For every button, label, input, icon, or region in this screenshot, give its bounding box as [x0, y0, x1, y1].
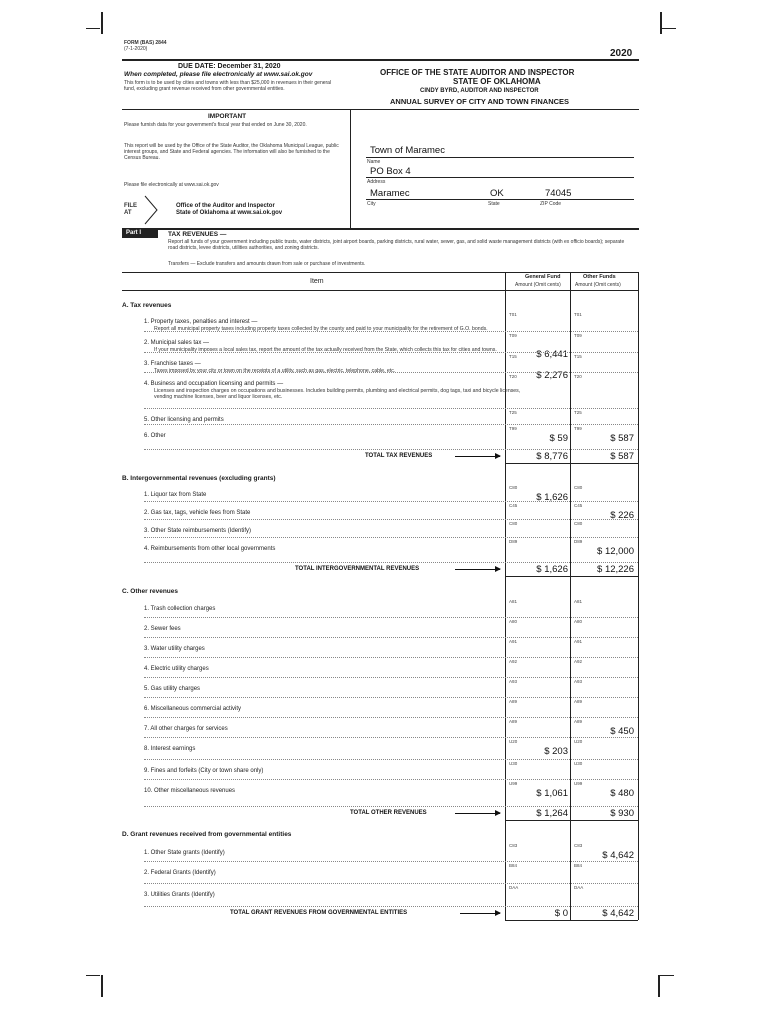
field-code-other: A89 [574, 719, 583, 724]
crop-mark-top-right-h [662, 28, 676, 29]
crop-mark-top-left-h [86, 28, 100, 29]
section-title: B. Intergovernmental revenues (excluding grants) [122, 475, 276, 482]
other-funds-value[interactable]: $ 450 [610, 726, 634, 737]
row-label: 1. Property taxes, penalties and interest — [144, 319, 258, 325]
survey-title: ANNUAL SURVEY OF CITY AND TOWN FINANCES [390, 97, 570, 106]
field-code-other: DAA [574, 885, 584, 890]
file-at-label: FILE AT [124, 203, 137, 216]
row-label: 3. Water utility charges [144, 646, 205, 652]
row-separator [144, 657, 638, 658]
general-fund-value[interactable]: $ 2,276 [536, 370, 568, 381]
entity-state-label: State [488, 201, 500, 207]
field-code-general: C80 [509, 521, 518, 526]
entity-zip[interactable]: 74045 [545, 188, 572, 199]
file-note: Please file electronically at www.sai.ok.gov [124, 182, 219, 188]
row-label: 2. Sewer fees [144, 626, 181, 632]
row-separator [144, 617, 638, 618]
field-code-general: D89 [509, 539, 518, 544]
row-label: 6. Other [144, 433, 166, 439]
row-label: 3. Other State reimbursements (Identify) [144, 528, 252, 534]
row-label: 5. Other licensing and permits [144, 417, 224, 423]
other-funds-value[interactable]: $ 226 [610, 510, 634, 521]
field-code-general: A93 [509, 679, 518, 684]
field-code-other: A81 [574, 599, 583, 604]
field-code-other: C80 [574, 485, 583, 490]
row-label: 3. Utilities Grants (Identify) [144, 892, 215, 898]
row-label: 5. Gas utility charges [144, 686, 201, 692]
col-header-bottom [122, 290, 639, 291]
total-arrow [455, 456, 500, 457]
general-fund-value[interactable]: $ 6,441 [536, 349, 568, 360]
row-separator [144, 677, 638, 678]
col-divider-3 [638, 272, 639, 920]
total-arrow [460, 913, 500, 914]
row-separator [144, 779, 638, 780]
total-general-value[interactable]: $ 1,264 [536, 808, 568, 819]
row-separator [144, 408, 638, 409]
total-general-value[interactable]: $ 0 [554, 908, 568, 919]
field-code-other: D89 [574, 539, 583, 544]
field-code-other: U20 [574, 739, 583, 744]
col-general-sub: Amount (Omit cents) [515, 282, 561, 288]
form-year: 2020 [610, 48, 633, 59]
total-rule [505, 463, 638, 464]
row-desc: Taxes imposed by your city or town on the receipts of a utility, such as gas, electric, telephone, cable, etc. [154, 368, 396, 374]
section-title: C. Other revenues [122, 588, 178, 595]
field-code-general: T99 [509, 426, 517, 431]
row-label: 4. Reimbursements from other local governments [144, 546, 276, 552]
field-code-general: A92 [509, 659, 518, 664]
general-fund-value[interactable]: $ 1,061 [536, 788, 568, 799]
row-separator [144, 861, 638, 862]
col-header-top [122, 272, 639, 273]
part1-label-text: Part I [126, 230, 142, 236]
row-separator [144, 331, 638, 332]
entity-city[interactable]: Maramec [370, 188, 410, 199]
row-separator [144, 372, 638, 373]
general-fund-value[interactable]: $ 1,626 [536, 492, 568, 503]
field-code-other: C83 [574, 843, 583, 848]
field-code-other: T99 [574, 426, 582, 431]
field-code-other: T25 [574, 410, 582, 415]
row-label: 6. Miscellaneous commercial activity [144, 706, 242, 712]
total-label: TOTAL TAX REVENUES [365, 453, 433, 459]
field-code-other: B84 [574, 863, 583, 868]
entity-name[interactable]: Town of Maramec [370, 145, 445, 156]
row-label: 1. Liquor tax from State [144, 492, 207, 498]
field-code-general: C83 [509, 843, 518, 848]
total-rule [505, 920, 638, 921]
field-code-other: A92 [574, 659, 583, 664]
field-code-general: T15 [509, 354, 517, 359]
row-separator [144, 717, 638, 718]
part1-top-rule [122, 228, 639, 230]
field-code-other: U30 [574, 761, 583, 766]
entity-box-divider [350, 110, 351, 228]
header-rule-2 [122, 109, 639, 110]
total-other-value[interactable]: $ 587 [610, 451, 634, 462]
crop-mark-bottom-right [658, 975, 660, 997]
row-label: 2. Gas tax, tags, vehicle fees from State [144, 510, 251, 516]
auditor-name: CINDY BYRD, AUDITOR AND INSPECTOR [420, 88, 539, 94]
row-label: 1. Other State grants (Identify) [144, 850, 225, 856]
file-at-bracket [143, 195, 163, 225]
field-code-general: A91 [509, 639, 518, 644]
row-separator [144, 537, 638, 538]
field-code-general: U30 [509, 761, 518, 766]
total-other-value[interactable]: $ 4,642 [602, 908, 634, 919]
row-label: 2. Federal Grants (Identify) [144, 870, 216, 876]
section-title: A. Tax revenues [122, 302, 172, 309]
row-separator [144, 906, 638, 907]
total-label: TOTAL GRANT REVENUES FROM GOVERNMENTAL ENTITIES [230, 910, 408, 916]
field-code-general: C80 [509, 485, 518, 490]
field-code-other: T20 [574, 374, 582, 379]
total-general-value[interactable]: $ 1,626 [536, 564, 568, 575]
row-separator [144, 519, 638, 520]
other-funds-value[interactable]: $ 12,000 [597, 546, 634, 557]
total-arrow [455, 569, 500, 570]
when-completed: When completed, please file electronically at www.sai.ok.gov [124, 71, 313, 78]
row-label: 4. Business and occupation licensing and permits — [144, 381, 284, 387]
important-label: IMPORTANT [208, 113, 247, 120]
row-label: 3. Franchise taxes — [144, 361, 201, 367]
row-separator [144, 637, 638, 638]
field-code-general: U99 [509, 781, 518, 786]
row-desc: Report all municipal property taxes including property taxes collected by the county and paid to your municipality for the retirement of G.O. bonds. [154, 326, 488, 332]
fiscal-note: Please furnish data for your government's fiscal year that ended on June 30, 2020. [124, 122, 307, 128]
field-code-general: T20 [509, 374, 517, 379]
field-code-general: DAA [509, 885, 519, 890]
field-code-general: B84 [509, 863, 518, 868]
header-rule [122, 59, 639, 61]
field-code-general: A89 [509, 719, 518, 724]
form-id: FORM (BAS) 2844 [124, 40, 167, 46]
field-code-other: U99 [574, 781, 583, 786]
row-separator [144, 352, 638, 353]
field-code-other: C80 [574, 521, 583, 526]
usage-note: This form is to be used by cities and towns with less than $25,000 in revenues in their general fund, excluding grant revenue received from other governmental entities. [124, 80, 332, 92]
crop-mark-bottom-left-h [86, 975, 100, 976]
row-label: 9. Fines and forfeits (City or town share only) [144, 768, 264, 774]
row-label: 1. Trash collection charges [144, 606, 216, 612]
field-code-other: A89 [574, 699, 583, 704]
other-funds-value[interactable]: $ 4,642 [602, 850, 634, 861]
col-general-header: General Fund [525, 274, 561, 280]
row-separator [144, 883, 638, 884]
due-date: DUE DATE: December 31, 2020 [178, 63, 281, 70]
part1-desc: Report all funds of your government including public trusts, water districts, joint airport boards, parking districts, rural water, sewer, gas, and solid waste management districts (with ex officio boards); separate road districts, levee districts, utilities authorities, and zoning districts. [168, 239, 625, 251]
entity-city-label: City [367, 201, 376, 207]
state-title: STATE OF OKLAHOMA [453, 77, 541, 86]
entity-address[interactable]: PO Box 4 [370, 166, 411, 177]
file-at-office: Office of the Auditor and Inspector [176, 203, 275, 209]
field-code-other: T15 [574, 354, 582, 359]
field-code-other: T01 [574, 312, 582, 317]
field-code-general: T01 [509, 312, 517, 317]
other-funds-value[interactable]: $ 480 [610, 788, 634, 799]
entity-name-label: Name [367, 159, 381, 165]
col-item-header: Item [310, 278, 324, 285]
field-code-general: A89 [509, 699, 518, 704]
field-code-general: C45 [509, 503, 518, 508]
total-rule [505, 576, 638, 577]
row-label: 7. All other charges for services [144, 726, 228, 732]
total-other-value[interactable]: $ 12,226 [597, 564, 634, 575]
other-funds-value[interactable]: $ 587 [610, 433, 634, 444]
total-arrow [455, 813, 500, 814]
field-code-other: T09 [574, 333, 582, 338]
total-label: TOTAL INTERGOVERNMENTAL REVENUES [295, 566, 420, 572]
crop-mark-top-right [660, 12, 662, 34]
office-title: OFFICE OF THE STATE AUDITOR AND INSPECTOR [380, 68, 575, 77]
total-general-value[interactable]: $ 8,776 [536, 451, 568, 462]
field-code-general: U20 [509, 739, 518, 744]
entity-name-line [366, 157, 634, 158]
row-desc: Licenses and inspection charges on occupations and businesses. Includes building permits, plumbing and electrical permits, dog tags, taxi and bicycle licenses, vending machine licenses, beer and liquor licenses, etc. [154, 388, 521, 400]
crop-mark-top-left [101, 12, 103, 34]
total-label: TOTAL OTHER REVENUES [350, 810, 427, 816]
entity-state[interactable]: OK [490, 188, 504, 199]
row-label: 10. Other miscellaneous revenues [144, 788, 236, 794]
row-separator [144, 424, 638, 425]
row-label: 8. Interest earnings [144, 746, 196, 752]
field-code-general: T25 [509, 410, 517, 415]
row-separator [144, 562, 638, 563]
general-fund-value[interactable]: $ 59 [549, 433, 568, 444]
field-code-other: C45 [574, 503, 583, 508]
row-label: 4. Electric utility charges [144, 666, 209, 672]
row-label: 2. Municipal sales tax — [144, 340, 210, 346]
form-rev: (7-1-2020) [124, 46, 148, 52]
field-code-other: A91 [574, 639, 583, 644]
crop-mark-bottom-right-h [660, 975, 674, 976]
usage-note-2: This report will be used by the Office of the State Auditor, the Oklahoma Municipal League, public interest groups, and State and Federal agencies. The information will also be furnished to the Census Bureau. [124, 143, 339, 161]
total-rule [505, 820, 638, 821]
field-code-other: A93 [574, 679, 583, 684]
field-code-general: T09 [509, 333, 517, 338]
row-separator [144, 806, 638, 807]
row-desc: If your municipality imposes a local sales tax, report the amount of the tax actually received from the State, which collects this tax for cities and towns. [154, 347, 497, 353]
row-separator [144, 737, 638, 738]
file-at-url: State of Oklahoma at www.sai.ok.gov [176, 210, 283, 216]
row-separator [144, 501, 638, 502]
row-separator [144, 449, 638, 450]
part1-transfers: Transfers — Exclude transfers and amounts drawn from sale or purchase of investments. [168, 261, 366, 267]
crop-mark-bottom-left [101, 975, 103, 997]
row-separator [144, 759, 638, 760]
col-divider-2 [570, 272, 571, 920]
general-fund-value[interactable]: $ 203 [544, 746, 568, 757]
col-other-sub: Amount (Omit cents) [575, 282, 621, 288]
col-other-header: Other Funds [583, 274, 616, 280]
entity-city-line [366, 199, 634, 200]
section-title: D. Grant revenues received from governmental entities [122, 831, 292, 838]
entity-address-label: Address [367, 179, 386, 185]
field-code-other: A80 [574, 619, 583, 624]
field-code-general: A81 [509, 599, 518, 604]
total-other-value[interactable]: $ 930 [610, 808, 634, 819]
field-code-general: A80 [509, 619, 518, 624]
entity-address-line [366, 177, 634, 178]
entity-zip-label: ZIP Code [540, 201, 562, 207]
part1-title: TAX REVENUES — [168, 231, 227, 238]
row-separator [144, 697, 638, 698]
